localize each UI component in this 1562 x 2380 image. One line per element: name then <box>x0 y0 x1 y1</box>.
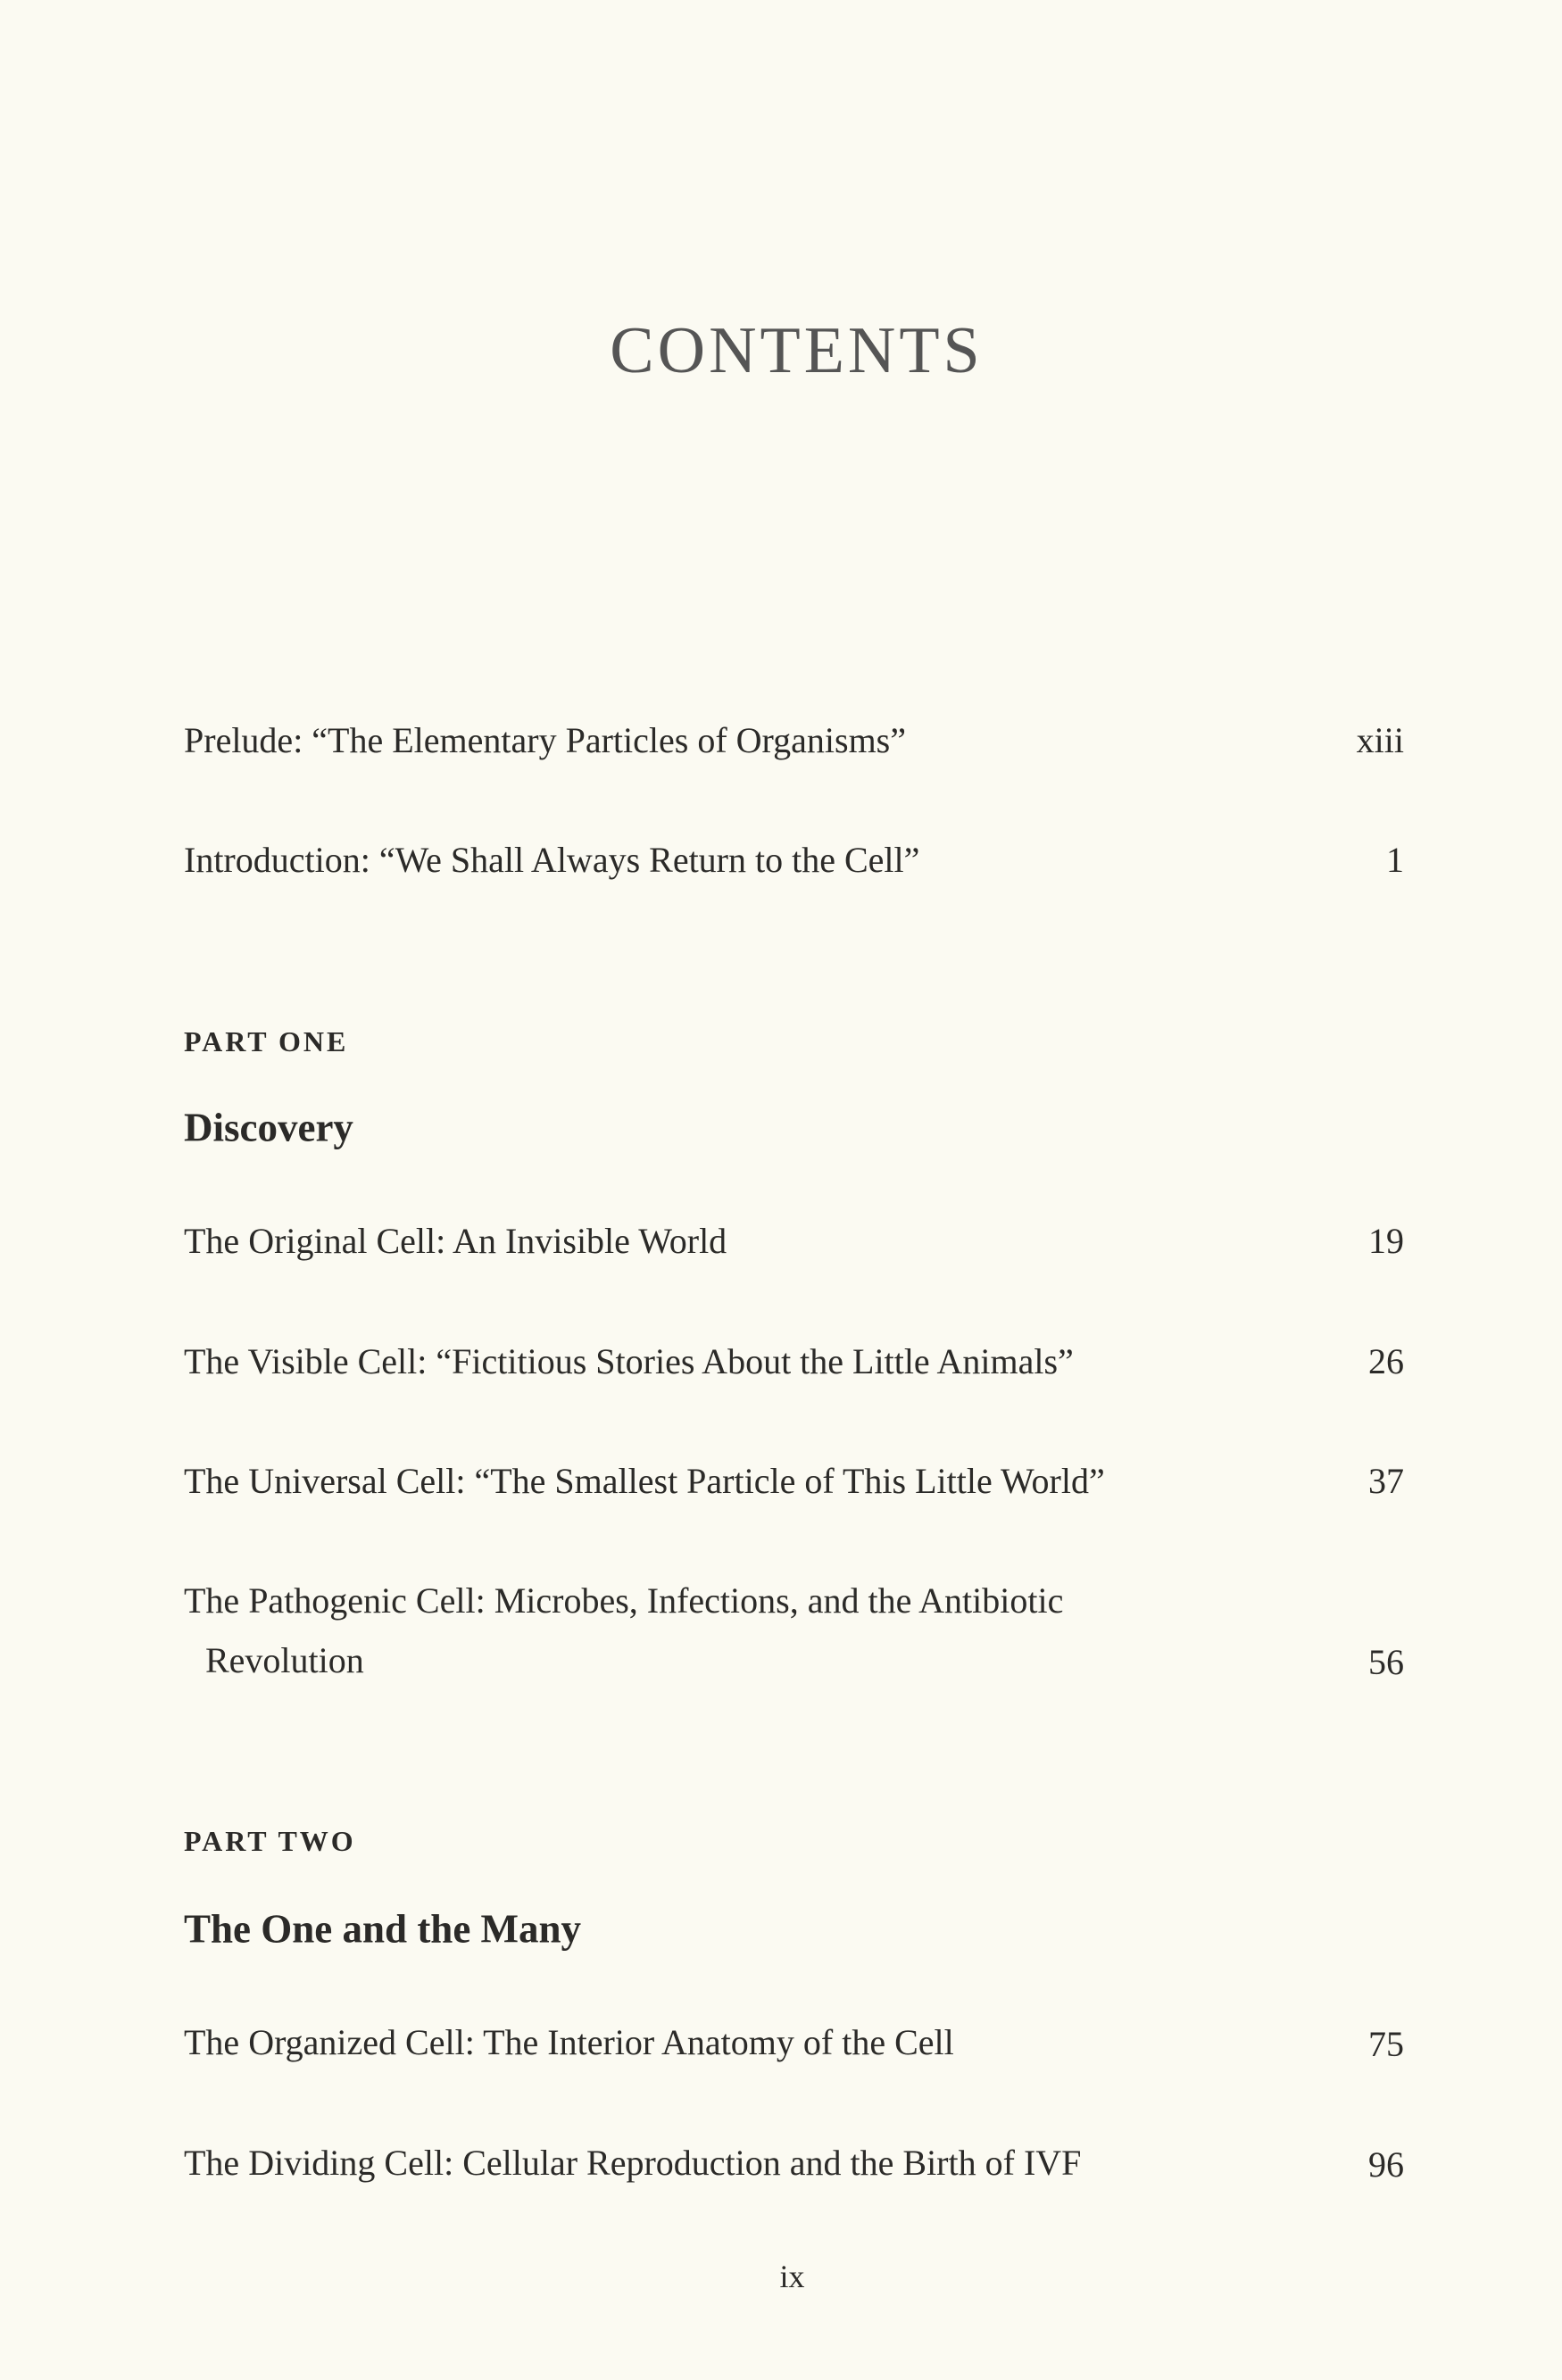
page-title: CONTENTS <box>610 314 984 387</box>
part-label: PART TWO <box>184 1825 356 1857</box>
toc-entry: The Organized Cell: The Interior Anatomy of the Cell <box>184 2022 954 2062</box>
toc-entry: The Original Cell: An Invisible World <box>184 1221 727 1261</box>
part-label: PART ONE <box>184 1025 349 1057</box>
toc-entry: The Visible Cell: “Fictitious Stories About the Little Animals” <box>184 1341 1074 1381</box>
toc-page-number: xiii <box>1356 720 1404 760</box>
toc-entry: The Universal Cell: “The Smallest Particle of This Little World” <box>184 1461 1105 1501</box>
toc-entry-introduction: Introduction: “We Shall Always Return to the Cell” <box>184 840 920 880</box>
toc-entry: The Dividing Cell: Cellular Reproduction and the Birth of IVF <box>184 2143 1082 2183</box>
toc-page-number: 26 <box>1368 1341 1404 1381</box>
part-title: Discovery <box>184 1105 353 1150</box>
toc-page-number: 75 <box>1368 2024 1404 2064</box>
toc-entry: The Pathogenic Cell: Microbes, Infections, and the Antibiotic <box>184 1580 1064 1621</box>
toc-entry-continuation: Revolution <box>205 1640 364 1680</box>
toc-entry-prelude: Prelude: “The Elementary Particles of Organisms” <box>184 720 907 760</box>
toc-page-number: 56 <box>1368 1642 1404 1682</box>
toc-page-number: 96 <box>1368 2144 1404 2185</box>
page-folio: ix <box>779 2259 805 2294</box>
toc-page-number: 1 <box>1386 840 1404 880</box>
part-title: The One and the Many <box>184 1906 582 1952</box>
toc-page-number: 19 <box>1368 1221 1404 1261</box>
toc-page-number: 37 <box>1368 1461 1404 1501</box>
